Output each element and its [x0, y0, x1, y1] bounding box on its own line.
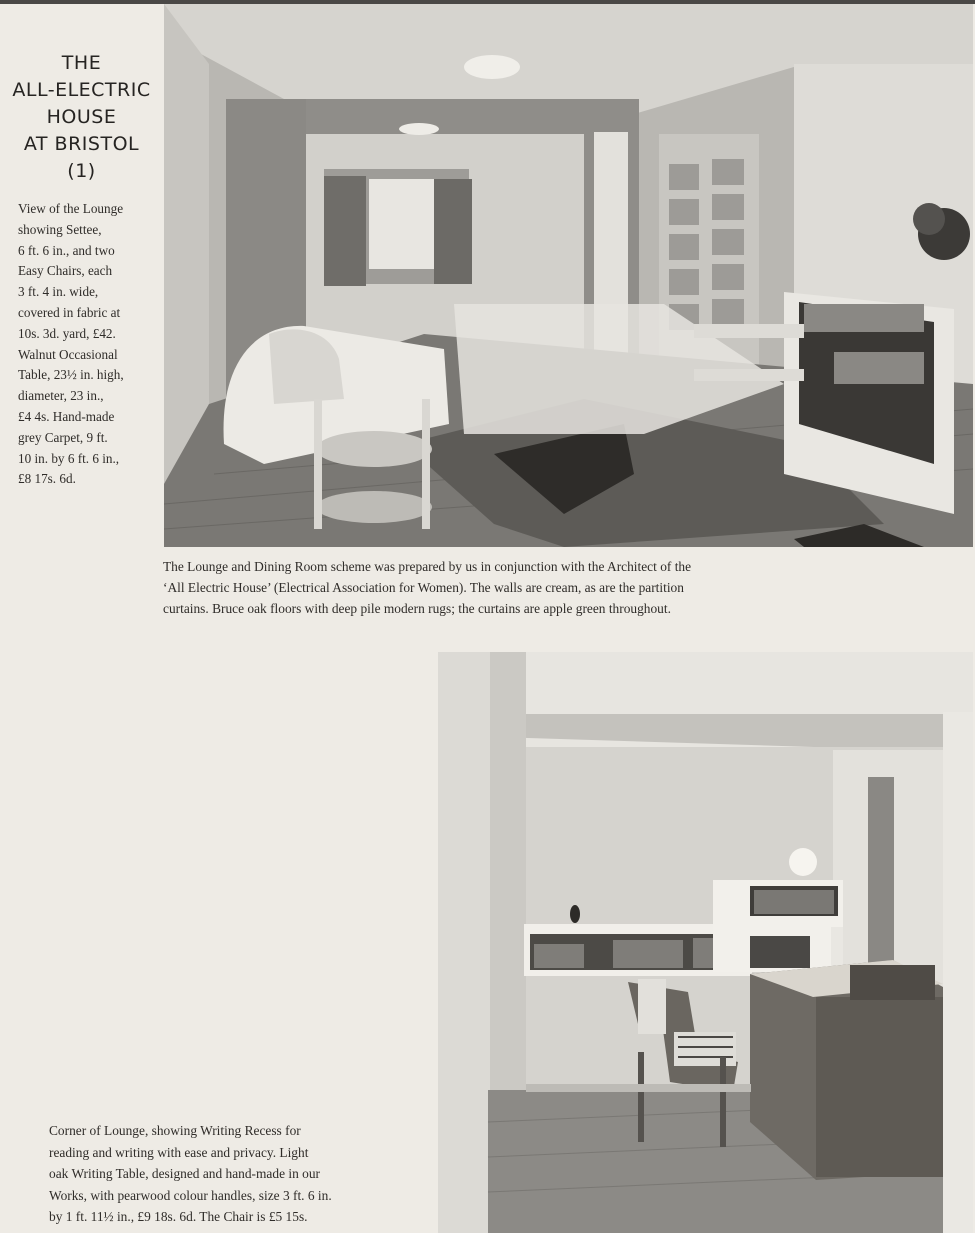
caption-line: grey Carpet, 9 ft.: [18, 429, 108, 445]
writing-recess-photo: [438, 652, 973, 1233]
caption-line: Walnut Occasional: [18, 346, 118, 362]
caption-line: Table, 23½ in. high,: [18, 367, 124, 383]
caption-line: £4 4s. Hand-made: [18, 408, 115, 424]
caption-line: curtains. Bruce oak floors with deep pile modern rugs; the curtains are apple green throughout.: [163, 601, 671, 616]
page-title: [8, 50, 155, 185]
title-line-1: THE: [61, 52, 102, 74]
title-line-2: ALL-ELECTRIC: [12, 79, 151, 101]
title-line-4: AT BRISTOL: [23, 133, 140, 155]
caption-line: 10 in. by 6 ft. 6 in.,: [18, 450, 120, 466]
writing-recess-caption: [49, 1120, 409, 1228]
caption-line: View of the Lounge: [18, 201, 124, 216]
lounge-scheme-caption: [163, 556, 848, 619]
caption-line: Corner of Lounge, showing Writing Recess for: [49, 1123, 301, 1138]
title-line-3: HOUSE: [46, 106, 117, 128]
caption-line: £8 17s. 6d.: [18, 471, 76, 487]
caption-line: The Lounge and Dining Room scheme was prepared by us in conjunction with the Architect of the: [163, 559, 692, 574]
caption-line: ‘All Electric House’ (Electrical Association for Women). The walls are cream, as are the partition: [163, 580, 684, 595]
caption-line: showing Settee,: [18, 221, 102, 237]
caption-line: oak Writing Table, designed and hand-made in our: [49, 1166, 320, 1181]
caption-line: reading and writing with ease and privacy. Light: [49, 1144, 309, 1160]
caption-line: 10s. 3d. yard, £42.: [18, 325, 116, 341]
title-line-5: (1): [67, 160, 96, 182]
lounge-photo: [164, 4, 973, 547]
caption-line: Works, with pearwood colour handles, size 3 ft. 6 in.: [49, 1187, 332, 1203]
caption-line: by 1 ft. 11½ in., £9 18s. 6d. The Chair is £5 15s.: [49, 1209, 308, 1224]
lounge-furniture-caption: [18, 199, 144, 490]
caption-line: 6 ft. 6 in., and two: [18, 242, 115, 258]
caption-line: diameter, 23 in.,: [18, 388, 104, 404]
caption-line: 3 ft. 4 in. wide,: [18, 284, 99, 300]
caption-line: Easy Chairs, each: [18, 263, 113, 279]
caption-line: covered in fabric at: [18, 304, 121, 320]
